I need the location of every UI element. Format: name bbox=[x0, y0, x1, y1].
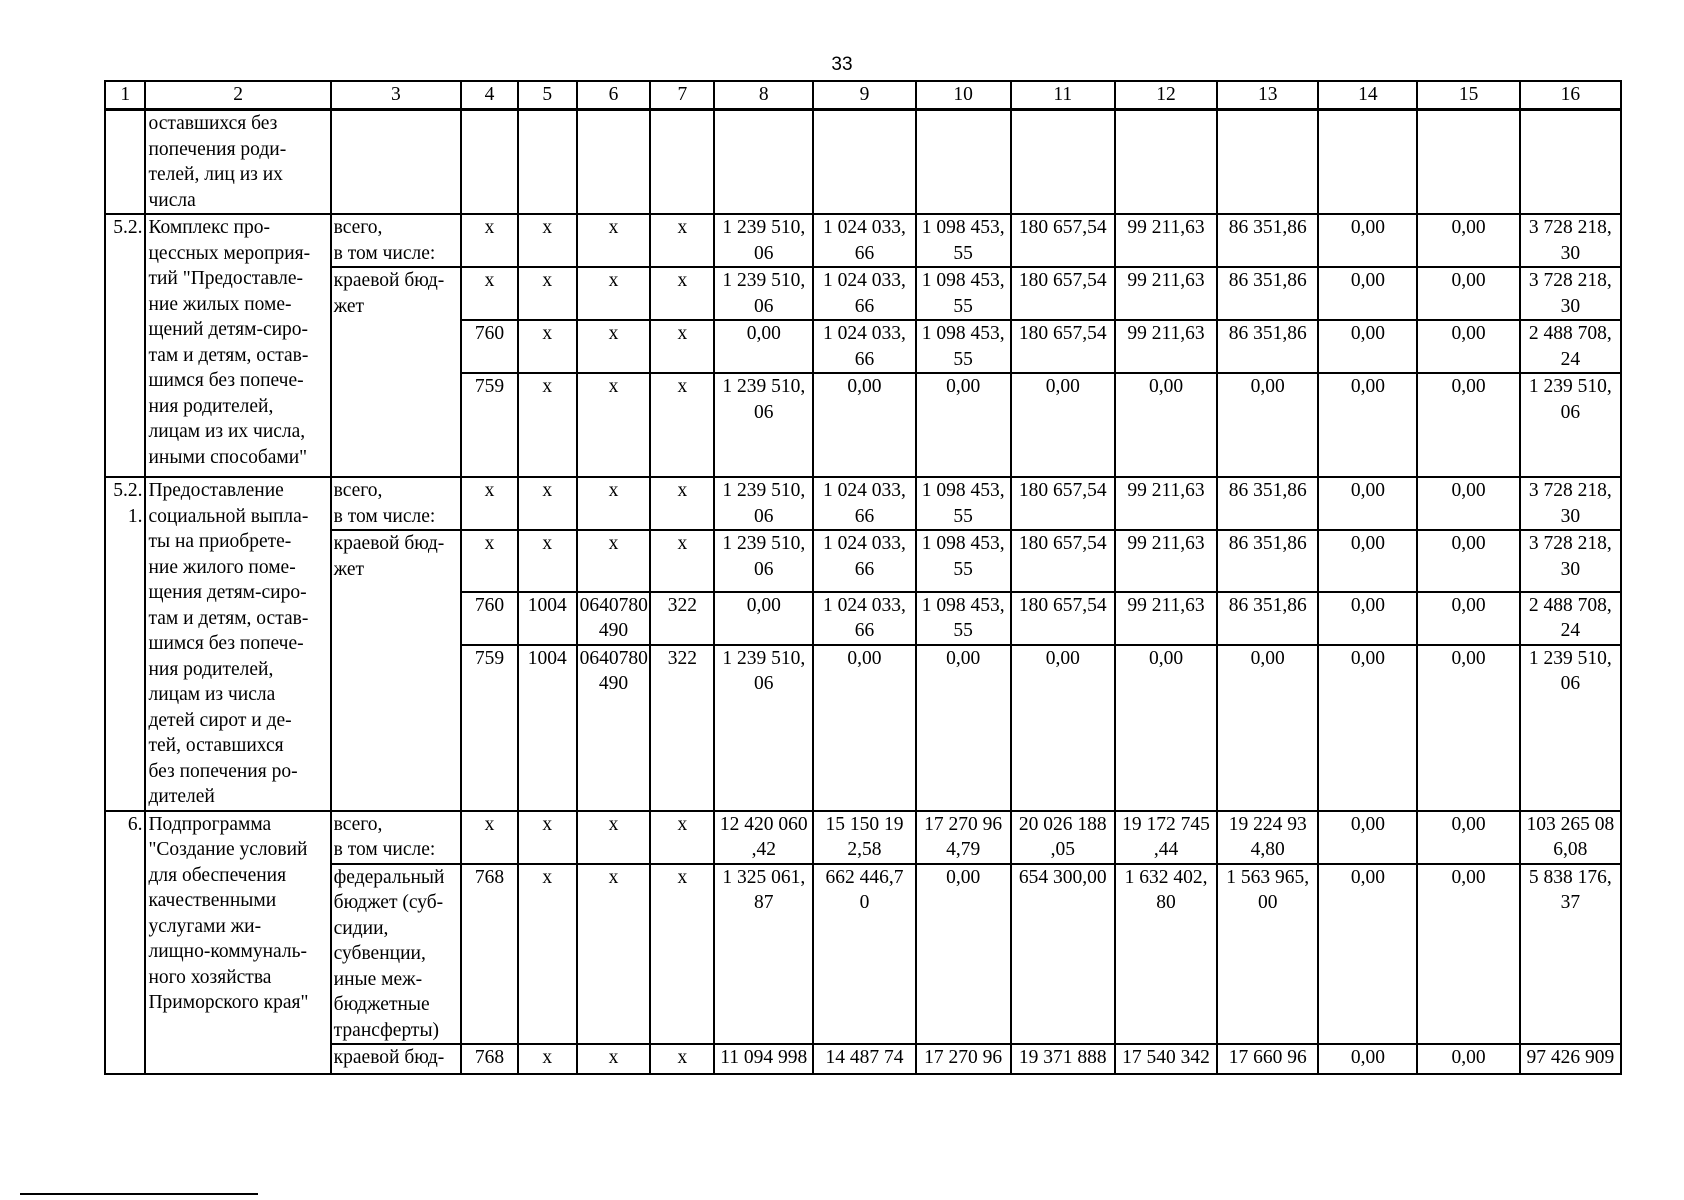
table-cell: 0,00 bbox=[1115, 373, 1217, 477]
table-cell: 1 024 033, 66 bbox=[813, 477, 915, 530]
table-cell: 0,00 bbox=[1417, 477, 1519, 530]
table-cell: x bbox=[577, 530, 651, 592]
table-cell: 0,00 bbox=[1417, 811, 1519, 864]
table-cell: 760 bbox=[461, 320, 518, 373]
table-cell: x bbox=[518, 1044, 577, 1074]
table-cell: 0,00 bbox=[1115, 645, 1217, 811]
table-cell: 0,00 bbox=[1318, 592, 1417, 645]
table-cell: 20 026 188 ,05 bbox=[1011, 811, 1115, 864]
table-cell: 19 371 888 bbox=[1011, 1044, 1115, 1074]
table-cell: 86 351,86 bbox=[1217, 530, 1318, 592]
table-cell: 86 351,86 bbox=[1217, 320, 1318, 373]
table-cell: 0,00 bbox=[1417, 214, 1519, 267]
table-cell: 768 bbox=[461, 864, 518, 1045]
table-cell: 86 351,86 bbox=[1217, 592, 1318, 645]
table-row bbox=[105, 477, 1621, 530]
table-cell: 3 728 218, 30 bbox=[1520, 214, 1621, 267]
row-number: 6. bbox=[105, 811, 145, 1075]
footnote-rule bbox=[20, 1193, 258, 1195]
table-cell bbox=[714, 110, 813, 215]
table-cell: 662 446,7 0 bbox=[813, 864, 915, 1045]
table-cell: x bbox=[518, 530, 577, 592]
column-header: 10 bbox=[916, 81, 1011, 110]
table-cell: 99 211,63 bbox=[1115, 214, 1217, 267]
row-name: оставшихся без попечения роди- телей, лиц из их числа bbox=[145, 110, 330, 215]
table-cell: 0,00 bbox=[1417, 864, 1519, 1045]
table-cell: 180 657,54 bbox=[1011, 477, 1115, 530]
budget-table bbox=[104, 80, 1622, 1075]
table-cell: 1 239 510, 06 bbox=[714, 373, 813, 477]
table-cell: 1 098 453, 55 bbox=[916, 267, 1011, 320]
table-cell: 99 211,63 bbox=[1115, 320, 1217, 373]
table-cell: 1004 bbox=[518, 645, 577, 811]
table-cell: 0,00 bbox=[1318, 530, 1417, 592]
table-row bbox=[105, 530, 1621, 592]
table-cell: 19 172 745 ,44 bbox=[1115, 811, 1217, 864]
table-cell: 1 098 453, 55 bbox=[916, 592, 1011, 645]
table-row bbox=[105, 267, 1621, 320]
table-cell: 180 657,54 bbox=[1011, 530, 1115, 592]
column-header: 7 bbox=[650, 81, 714, 110]
header-row bbox=[105, 81, 1621, 110]
table-cell: 322 bbox=[650, 645, 714, 811]
table-cell: x bbox=[518, 864, 577, 1045]
table-cell: 322 bbox=[650, 592, 714, 645]
table-cell: 760 bbox=[461, 592, 518, 645]
table-cell: 1 239 510, 06 bbox=[714, 214, 813, 267]
column-header: 11 bbox=[1011, 81, 1115, 110]
table-cell: 0,00 bbox=[1318, 320, 1417, 373]
table-cell: 1 563 965, 00 bbox=[1217, 864, 1318, 1045]
table-cell: 12 420 060 ,42 bbox=[714, 811, 813, 864]
table-cell: x bbox=[461, 530, 518, 592]
column-header: 15 bbox=[1417, 81, 1519, 110]
table-cell: 1 632 402, 80 bbox=[1115, 864, 1217, 1045]
table-row bbox=[105, 110, 1621, 215]
table-cell: 0,00 bbox=[1318, 1044, 1417, 1074]
table-cell: x bbox=[650, 267, 714, 320]
table-cell bbox=[518, 110, 577, 215]
table-cell: x bbox=[518, 373, 577, 477]
table-cell: 1 098 453, 55 bbox=[916, 320, 1011, 373]
table-cell: 0,00 bbox=[916, 373, 1011, 477]
table-cell: 0,00 bbox=[1318, 214, 1417, 267]
table-cell: 0640780 490 bbox=[577, 592, 651, 645]
table-cell: 180 657,54 bbox=[1011, 267, 1115, 320]
table-cell: x bbox=[650, 811, 714, 864]
column-header: 2 bbox=[145, 81, 330, 110]
table-cell bbox=[813, 110, 915, 215]
row-number: 5.2. 1. bbox=[105, 477, 145, 811]
table-cell: 19 224 93 4,80 bbox=[1217, 811, 1318, 864]
table-row bbox=[105, 214, 1621, 267]
column-header: 6 bbox=[577, 81, 651, 110]
funding-source: всего, в том числе: bbox=[331, 811, 462, 864]
table-cell: 0,00 bbox=[916, 864, 1011, 1045]
table-cell bbox=[577, 110, 651, 215]
table-cell bbox=[1217, 110, 1318, 215]
row-number bbox=[105, 110, 145, 215]
table-cell: 5 838 176, 37 bbox=[1520, 864, 1621, 1045]
table-cell: x bbox=[577, 214, 651, 267]
table-cell: 0,00 bbox=[813, 373, 915, 477]
table-cell: 103 265 08 6,08 bbox=[1520, 811, 1621, 864]
table-cell: 99 211,63 bbox=[1115, 592, 1217, 645]
table-cell: 86 351,86 bbox=[1217, 477, 1318, 530]
row-number: 5.2. bbox=[105, 214, 145, 477]
table-cell: x bbox=[577, 267, 651, 320]
table-cell: 1 024 033, 66 bbox=[813, 320, 915, 373]
table-cell: 0,00 bbox=[1318, 864, 1417, 1045]
table-cell: x bbox=[650, 320, 714, 373]
table-cell: 1 239 510, 06 bbox=[1520, 645, 1621, 811]
table-cell: 180 657,54 bbox=[1011, 214, 1115, 267]
table-cell: 2 488 708, 24 bbox=[1520, 592, 1621, 645]
table-cell: 759 bbox=[461, 645, 518, 811]
funding-source: краевой бюд- жет bbox=[331, 267, 462, 477]
table-cell: 0,00 bbox=[916, 645, 1011, 811]
table-cell: 0,00 bbox=[813, 645, 915, 811]
table-cell: 1 024 033, 66 bbox=[813, 267, 915, 320]
table-cell: 17 660 96 bbox=[1217, 1044, 1318, 1074]
table-cell: x bbox=[577, 811, 651, 864]
table-cell: x bbox=[650, 477, 714, 530]
table-cell: 0,00 bbox=[1318, 373, 1417, 477]
table-cell: x bbox=[461, 214, 518, 267]
table-cell: 180 657,54 bbox=[1011, 320, 1115, 373]
table-cell: x bbox=[650, 373, 714, 477]
table-cell: 1 325 061, 87 bbox=[714, 864, 813, 1045]
table-cell: x bbox=[577, 320, 651, 373]
table-cell: 0640780 490 bbox=[577, 645, 651, 811]
table-cell: 0,00 bbox=[1318, 477, 1417, 530]
table-cell: 3 728 218, 30 bbox=[1520, 530, 1621, 592]
table-cell bbox=[1115, 110, 1217, 215]
table-cell: 0,00 bbox=[1318, 267, 1417, 320]
table-cell: 11 094 998 bbox=[714, 1044, 813, 1074]
funding-source: всего, в том числе: bbox=[331, 477, 462, 530]
table-cell: 2 488 708, 24 bbox=[1520, 320, 1621, 373]
table-cell: x bbox=[577, 1044, 651, 1074]
table-cell bbox=[1318, 110, 1417, 215]
funding-source: краевой бюд- bbox=[331, 1044, 462, 1074]
table-cell: 0,00 bbox=[1318, 811, 1417, 864]
table-cell: 99 211,63 bbox=[1115, 530, 1217, 592]
table-cell: x bbox=[577, 373, 651, 477]
table-cell: 1 024 033, 66 bbox=[813, 214, 915, 267]
table-cell: 14 487 74 bbox=[813, 1044, 915, 1074]
column-header: 3 bbox=[331, 81, 462, 110]
table-cell: 0,00 bbox=[1417, 1044, 1519, 1074]
table-cell: x bbox=[577, 477, 651, 530]
table-cell: 0,00 bbox=[1318, 645, 1417, 811]
column-header: 8 bbox=[714, 81, 813, 110]
table-cell: 768 bbox=[461, 1044, 518, 1074]
table-cell: x bbox=[461, 811, 518, 864]
funding-source: краевой бюд- жет bbox=[331, 530, 462, 811]
column-header: 9 bbox=[813, 81, 915, 110]
row-name: Предоставление социальной выпла- ты на приобрете- ние жилого поме- щения детям-сиро- там и детям, остав- шимся без попече- ния родителей, лицам из числа детей сирот и де- тей, оставшихся без попечения ро- дителей bbox=[145, 477, 330, 811]
table-cell: x bbox=[650, 864, 714, 1045]
table-cell: 1 239 510, 06 bbox=[714, 645, 813, 811]
table-cell: x bbox=[518, 214, 577, 267]
table-cell: x bbox=[650, 1044, 714, 1074]
table-cell: 17 270 96 bbox=[916, 1044, 1011, 1074]
table-cell: 0,00 bbox=[1011, 373, 1115, 477]
table-cell bbox=[1011, 110, 1115, 215]
column-header: 14 bbox=[1318, 81, 1417, 110]
column-header: 12 bbox=[1115, 81, 1217, 110]
table-cell: 17 270 96 4,79 bbox=[916, 811, 1011, 864]
column-header: 5 bbox=[518, 81, 577, 110]
funding-source: федеральный бюджет (суб- сидии, субвенции, иные меж- бюджетные трансферты) bbox=[331, 864, 462, 1045]
table-cell: 1 098 453, 55 bbox=[916, 477, 1011, 530]
table-cell: 1 098 453, 55 bbox=[916, 530, 1011, 592]
table-cell: 1 239 510, 06 bbox=[714, 267, 813, 320]
column-header: 4 bbox=[461, 81, 518, 110]
table-row bbox=[105, 811, 1621, 864]
table-row bbox=[105, 1044, 1621, 1074]
table-cell: 759 bbox=[461, 373, 518, 477]
table-cell bbox=[331, 110, 462, 215]
row-name: Подпрограмма "Создание условий для обеспечения качественными услугами жи- лищно-коммуналь- ного хозяйства Приморского края" bbox=[145, 811, 330, 1075]
column-header: 16 bbox=[1520, 81, 1621, 110]
table-cell: 654 300,00 bbox=[1011, 864, 1115, 1045]
table-cell bbox=[916, 110, 1011, 215]
table-cell bbox=[461, 110, 518, 215]
table-cell: 0,00 bbox=[1217, 373, 1318, 477]
table-cell: x bbox=[518, 267, 577, 320]
table-cell: 97 426 909 bbox=[1520, 1044, 1621, 1074]
table-cell: 3 728 218, 30 bbox=[1520, 267, 1621, 320]
table-cell: 0,00 bbox=[1417, 592, 1519, 645]
table-cell: 1 098 453, 55 bbox=[916, 214, 1011, 267]
funding-source: всего, в том числе: bbox=[331, 214, 462, 267]
row-name: Комплекс про- цессных мероприя- тий "Предоставле- ние жилых поме- щений детям-сиро- там и детям, остав- шимся без попече- ния родителей, лицам из их числа, иными способами" bbox=[145, 214, 330, 477]
table-cell bbox=[1417, 110, 1519, 215]
table-cell: 99 211,63 bbox=[1115, 477, 1217, 530]
table-cell bbox=[1520, 110, 1621, 215]
table-cell: 0,00 bbox=[1417, 530, 1519, 592]
table-cell: 1004 bbox=[518, 592, 577, 645]
table-cell: 0,00 bbox=[1417, 267, 1519, 320]
table-cell: x bbox=[461, 477, 518, 530]
table-cell: 1 024 033, 66 bbox=[813, 592, 915, 645]
table-cell: x bbox=[518, 477, 577, 530]
table-cell bbox=[650, 110, 714, 215]
table-cell: 180 657,54 bbox=[1011, 592, 1115, 645]
table-cell: 3 728 218, 30 bbox=[1520, 477, 1621, 530]
table-cell: 1 239 510, 06 bbox=[1520, 373, 1621, 477]
table-cell: 0,00 bbox=[1417, 373, 1519, 477]
column-header: 1 bbox=[105, 81, 145, 110]
table-cell: x bbox=[518, 811, 577, 864]
table-cell: 99 211,63 bbox=[1115, 267, 1217, 320]
table-row bbox=[105, 864, 1621, 1045]
table-cell: 1 239 510, 06 bbox=[714, 477, 813, 530]
table-cell: 1 024 033, 66 bbox=[813, 530, 915, 592]
table-cell: x bbox=[650, 214, 714, 267]
table-cell: 1 239 510, 06 bbox=[714, 530, 813, 592]
table-cell: x bbox=[461, 267, 518, 320]
table-cell: 0,00 bbox=[1417, 645, 1519, 811]
table-cell: 0,00 bbox=[714, 320, 813, 373]
table-cell: 0,00 bbox=[1217, 645, 1318, 811]
column-header: 13 bbox=[1217, 81, 1318, 110]
table-cell: 0,00 bbox=[1011, 645, 1115, 811]
table-cell: x bbox=[518, 320, 577, 373]
table-cell: x bbox=[577, 864, 651, 1045]
table-cell: 0,00 bbox=[714, 592, 813, 645]
page-number: 33 bbox=[831, 54, 853, 75]
table-cell: 86 351,86 bbox=[1217, 214, 1318, 267]
table-cell: 86 351,86 bbox=[1217, 267, 1318, 320]
table-cell: 17 540 342 bbox=[1115, 1044, 1217, 1074]
table-cell: 0,00 bbox=[1417, 320, 1519, 373]
table-cell: x bbox=[650, 530, 714, 592]
table-cell: 15 150 19 2,58 bbox=[813, 811, 915, 864]
